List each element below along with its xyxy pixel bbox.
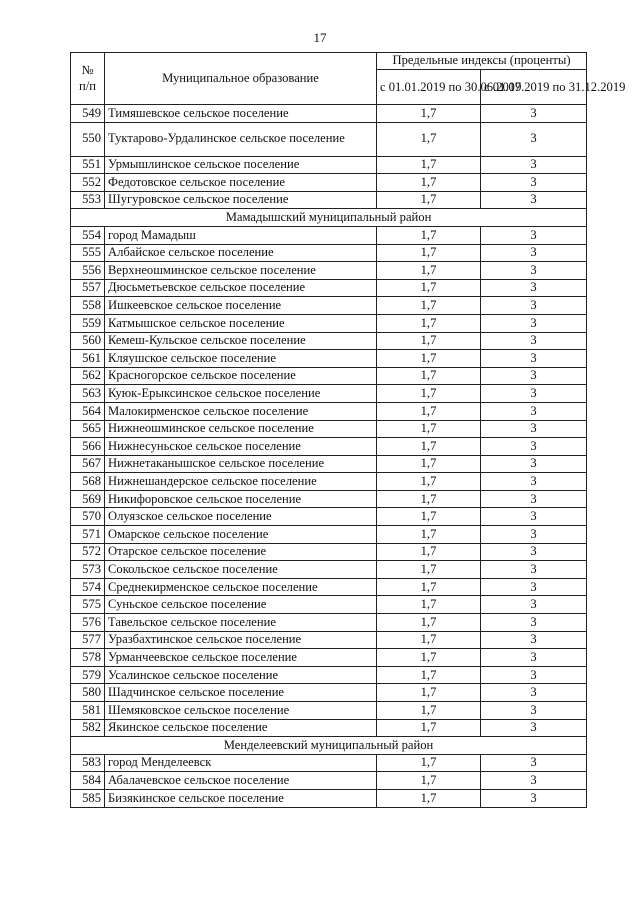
row-index-h2: 3	[481, 174, 587, 192]
row-number: 564	[71, 402, 105, 420]
row-municipality: Омарское сельское поселение	[105, 526, 377, 544]
row-index-h1: 1,7	[377, 789, 481, 807]
row-index-h1: 1,7	[377, 385, 481, 403]
row-index-h1: 1,7	[377, 297, 481, 315]
row-index-h2: 3	[481, 561, 587, 579]
header-name: Муниципальное образование	[105, 53, 377, 105]
row-index-h2: 3	[481, 578, 587, 596]
table-row	[71, 332, 587, 350]
row-municipality: Нижнесуньское сельское поселение	[105, 438, 377, 456]
row-index-h2: 3	[481, 385, 587, 403]
row-number: 577	[71, 631, 105, 649]
row-index-h1: 1,7	[377, 614, 481, 632]
row-index-h1: 1,7	[377, 105, 481, 123]
table-row	[71, 596, 587, 614]
row-number: 568	[71, 473, 105, 491]
row-index-h1: 1,7	[377, 666, 481, 684]
row-index-h1: 1,7	[377, 490, 481, 508]
row-index-h2: 3	[481, 455, 587, 473]
row-municipality: Нижнешандерское сельское поселение	[105, 473, 377, 491]
row-index-h1: 1,7	[377, 543, 481, 561]
row-index-h2: 3	[481, 438, 587, 456]
table-row	[71, 244, 587, 262]
row-municipality: Уразбахтинское сельское поселение	[105, 631, 377, 649]
row-number: 580	[71, 684, 105, 702]
row-municipality: Туктарово-Урдалинское сельское поселение	[105, 122, 377, 156]
row-number: 549	[71, 105, 105, 123]
row-municipality: Красногорское сельское поселение	[105, 367, 377, 385]
table-row	[71, 191, 587, 209]
row-index-h1: 1,7	[377, 684, 481, 702]
row-index-h1: 1,7	[377, 596, 481, 614]
row-number: 565	[71, 420, 105, 438]
row-index-h2: 3	[481, 543, 587, 561]
row-municipality: Шемяковское сельское поселение	[105, 702, 377, 720]
row-index-h2: 3	[481, 684, 587, 702]
row-index-h2: 3	[481, 191, 587, 209]
row-municipality: Тавельское сельское поселение	[105, 614, 377, 632]
header-num: № п/п	[71, 53, 105, 105]
row-municipality: Сокольское сельское поселение	[105, 561, 377, 579]
table-row	[71, 156, 587, 174]
row-municipality: Урманчеевское сельское поселение	[105, 649, 377, 667]
row-municipality: Шадчинское сельское поселение	[105, 684, 377, 702]
table-row	[71, 402, 587, 420]
row-index-h2: 3	[481, 754, 587, 772]
row-number: 553	[71, 191, 105, 209]
row-number: 560	[71, 332, 105, 350]
row-index-h1: 1,7	[377, 279, 481, 297]
header-period-1: с 01.01.2019 по 30.06.2019	[377, 70, 481, 105]
row-municipality: Бизякинское сельское поселение	[105, 789, 377, 807]
row-number: 556	[71, 262, 105, 280]
row-number: 574	[71, 578, 105, 596]
row-index-h2: 3	[481, 297, 587, 315]
table-row	[71, 508, 587, 526]
row-number: 571	[71, 526, 105, 544]
row-index-h1: 1,7	[377, 244, 481, 262]
section-row	[71, 209, 587, 227]
row-index-h1: 1,7	[377, 772, 481, 790]
table-row	[71, 455, 587, 473]
row-number: 567	[71, 455, 105, 473]
page-number: 17	[313, 30, 327, 45]
row-municipality: город Мамадыш	[105, 226, 377, 244]
row-municipality: Шугуровское сельское поселение	[105, 191, 377, 209]
row-index-h2: 3	[481, 614, 587, 632]
row-number: 566	[71, 438, 105, 456]
row-index-h1: 1,7	[377, 402, 481, 420]
row-number: 573	[71, 561, 105, 579]
row-index-h2: 3	[481, 350, 587, 368]
table-row	[71, 314, 587, 332]
row-number: 579	[71, 666, 105, 684]
table-row	[71, 367, 587, 385]
table-row	[71, 262, 587, 280]
row-index-h2: 3	[481, 122, 587, 156]
row-municipality: Олуязское сельское поселение	[105, 508, 377, 526]
row-municipality: город Менделеевск	[105, 754, 377, 772]
table-row	[71, 526, 587, 544]
table-row	[71, 105, 587, 123]
row-municipality: Катмышское сельское поселение	[105, 314, 377, 332]
row-index-h2: 3	[481, 105, 587, 123]
row-number: 581	[71, 702, 105, 720]
row-number: 558	[71, 297, 105, 315]
header-period-group: Предельные индексы (проценты)	[377, 53, 587, 70]
table-row	[71, 631, 587, 649]
table-row	[71, 473, 587, 491]
table-row	[71, 754, 587, 772]
row-municipality: Нижнетаканышское сельское поселение	[105, 455, 377, 473]
row-index-h1: 1,7	[377, 561, 481, 579]
table-row	[71, 385, 587, 403]
row-municipality: Куюк-Ерыксинское сельское поселение	[105, 385, 377, 403]
section-row	[71, 737, 587, 755]
row-index-h1: 1,7	[377, 156, 481, 174]
row-municipality: Никифоровское сельское поселение	[105, 490, 377, 508]
table-row	[71, 350, 587, 368]
table-row	[71, 420, 587, 438]
row-number: 570	[71, 508, 105, 526]
row-number: 551	[71, 156, 105, 174]
row-index-h2: 3	[481, 649, 587, 667]
row-index-h2: 3	[481, 719, 587, 737]
row-municipality: Якинское сельское поселение	[105, 719, 377, 737]
row-number: 554	[71, 226, 105, 244]
table-row	[71, 614, 587, 632]
row-index-h1: 1,7	[377, 473, 481, 491]
row-index-h1: 1,7	[377, 367, 481, 385]
row-index-h2: 3	[481, 631, 587, 649]
row-index-h1: 1,7	[377, 754, 481, 772]
table-row	[71, 578, 587, 596]
row-index-h1: 1,7	[377, 191, 481, 209]
table-row	[71, 772, 587, 790]
row-index-h2: 3	[481, 702, 587, 720]
row-number: 563	[71, 385, 105, 403]
table-row	[71, 543, 587, 561]
row-number: 569	[71, 490, 105, 508]
table-row	[71, 702, 587, 720]
row-index-h2: 3	[481, 402, 587, 420]
table-row	[71, 226, 587, 244]
row-municipality: Верхнеошминское сельское поселение	[105, 262, 377, 280]
row-number: 584	[71, 772, 105, 790]
row-index-h1: 1,7	[377, 420, 481, 438]
table-row	[71, 561, 587, 579]
row-municipality: Федотовское сельское поселение	[105, 174, 377, 192]
row-index-h1: 1,7	[377, 649, 481, 667]
table-row	[71, 297, 587, 315]
row-index-h1: 1,7	[377, 332, 481, 350]
row-index-h2: 3	[481, 367, 587, 385]
table-row	[71, 666, 587, 684]
row-municipality: Среднекирменское сельское поселение	[105, 578, 377, 596]
row-number: 582	[71, 719, 105, 737]
row-municipality: Усалинское сельское поселение	[105, 666, 377, 684]
row-index-h1: 1,7	[377, 174, 481, 192]
row-index-h1: 1,7	[377, 578, 481, 596]
row-index-h2: 3	[481, 226, 587, 244]
row-index-h2: 3	[481, 772, 587, 790]
row-index-h1: 1,7	[377, 631, 481, 649]
row-index-h2: 3	[481, 490, 587, 508]
row-index-h2: 3	[481, 262, 587, 280]
table-row	[71, 279, 587, 297]
row-index-h1: 1,7	[377, 438, 481, 456]
row-number: 559	[71, 314, 105, 332]
row-index-h2: 3	[481, 789, 587, 807]
row-index-h1: 1,7	[377, 719, 481, 737]
row-index-h1: 1,7	[377, 314, 481, 332]
row-index-h1: 1,7	[377, 350, 481, 368]
row-municipality: Дюсьметьевское сельское поселение	[105, 279, 377, 297]
table-row	[71, 649, 587, 667]
row-index-h2: 3	[481, 666, 587, 684]
row-number: 575	[71, 596, 105, 614]
header-period-2: с 01.07.2019 по 31.12.2019	[481, 70, 587, 105]
row-number: 576	[71, 614, 105, 632]
row-number: 572	[71, 543, 105, 561]
table-row	[71, 490, 587, 508]
row-number: 550	[71, 122, 105, 156]
row-municipality: Малокирменское сельское поселение	[105, 402, 377, 420]
table-header	[71, 53, 626, 105]
table-row	[71, 438, 587, 456]
row-municipality: Отарское сельское поселение	[105, 543, 377, 561]
row-number: 557	[71, 279, 105, 297]
row-number: 562	[71, 367, 105, 385]
row-index-h2: 3	[481, 420, 587, 438]
row-index-h1: 1,7	[377, 455, 481, 473]
row-index-h1: 1,7	[377, 526, 481, 544]
section-title: Мамадышский муниципальный район	[71, 209, 587, 227]
row-municipality: Суньское сельское поселение	[105, 596, 377, 614]
row-number: 561	[71, 350, 105, 368]
table-row	[71, 174, 587, 192]
table-row	[71, 719, 587, 737]
row-index-h2: 3	[481, 244, 587, 262]
row-index-h2: 3	[481, 156, 587, 174]
row-index-h2: 3	[481, 508, 587, 526]
row-municipality: Албайское сельское поселение	[105, 244, 377, 262]
row-municipality: Кемеш-Кульское сельское поселение	[105, 332, 377, 350]
row-municipality: Абалачевское сельское поселение	[105, 772, 377, 790]
row-municipality: Тимяшевское сельское поселение	[105, 105, 377, 123]
row-number: 583	[71, 754, 105, 772]
table-row	[71, 789, 587, 807]
row-number: 552	[71, 174, 105, 192]
row-municipality: Урмышлинское сельское поселение	[105, 156, 377, 174]
section-title: Менделеевский муниципальный район	[71, 737, 587, 755]
table-body	[71, 105, 587, 808]
table-row	[71, 122, 587, 156]
row-index-h1: 1,7	[377, 262, 481, 280]
row-index-h1: 1,7	[377, 226, 481, 244]
indices-table	[70, 52, 626, 808]
row-index-h2: 3	[481, 332, 587, 350]
row-number: 585	[71, 789, 105, 807]
row-index-h2: 3	[481, 596, 587, 614]
row-municipality: Ишкеевское сельское поселение	[105, 297, 377, 315]
table-row	[71, 684, 587, 702]
row-index-h2: 3	[481, 473, 587, 491]
row-index-h2: 3	[481, 314, 587, 332]
row-index-h2: 3	[481, 526, 587, 544]
row-index-h2: 3	[481, 279, 587, 297]
row-number: 555	[71, 244, 105, 262]
row-index-h1: 1,7	[377, 702, 481, 720]
row-index-h1: 1,7	[377, 508, 481, 526]
row-number: 578	[71, 649, 105, 667]
row-municipality: Кляушское сельское поселение	[105, 350, 377, 368]
row-municipality: Нижнеошминское сельское поселение	[105, 420, 377, 438]
row-index-h1: 1,7	[377, 122, 481, 156]
